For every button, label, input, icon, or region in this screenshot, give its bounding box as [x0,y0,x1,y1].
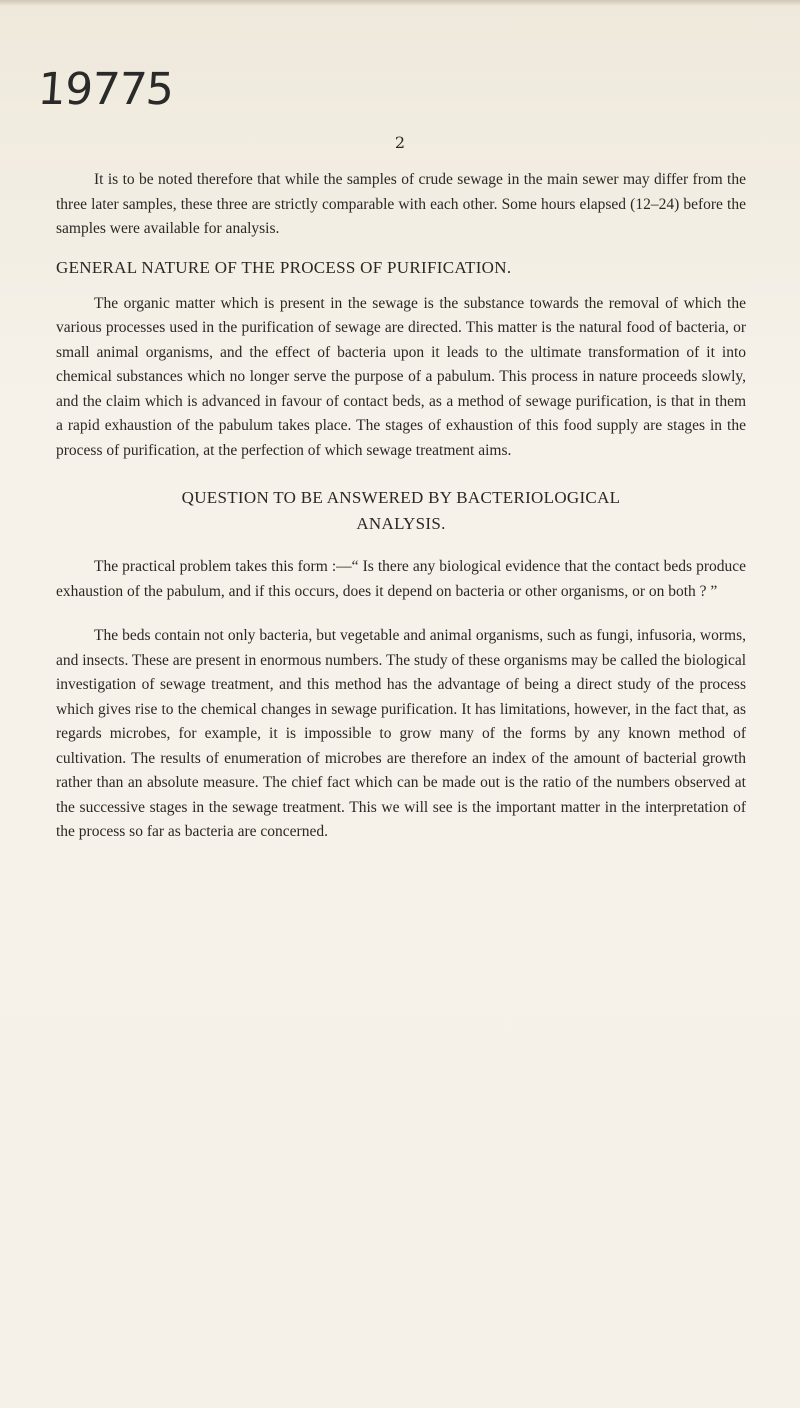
page-edge-shadow [0,0,800,6]
paragraph-general-nature: The organic matter which is present in the sewage is the substance towards the removal of which the various processes used in the purification of sewage are directed. This matter is the natural food of bacteria, or small animal organisms, and the effect of bacteria upon it leads to the ultimate transformation of it into chemical substances which no longer serve the purpose of a pabulum. This process in nature proceeds slowly, and the claim which is advanced in favour of contact beds, as a method of sewage purification, is that in them a rapid exhaustion of the pabulum takes place. The stages of exhaustion of this food supply are stages in the process of purification, at the perfection of which sewage treatment aims. [56,294,746,459]
page-number: 2 [394,133,406,152]
page-body [56,168,746,845]
handwritten-note: 19775 [36,64,175,115]
paragraph-practical-problem: The practical problem takes this form :—“ Is there any biological evidence that the contact beds produce exhaustion of the pabulum, and if this occurs, does it depend on bacteria or other organisms, or on both ? ” [56,558,746,600]
heading-question-line-1: QUESTION TO BE ANSWERED BY BACTERIOLOGICAL [181,488,621,507]
paragraph-samples-note: It is to be noted therefore that while the samples of crude sewage in the main sewer may differ from the three later samples, these three are strictly comparable with each other. Some hours elapsed (12–24) before the samples were available for analysis. [56,171,746,237]
heading-question [56,485,746,537]
paragraph-organisms: The beds contain not only bacteria, but vegetable and animal organisms, such as fungi, infusoria, worms, and insects. These are present in enormous numbers. The study of these organisms may be called the biological investigation of sewage treatment, and this method has the advantage of being a direct study of the process which gives rise to the chemical changes in sewage purification. It has limitations, however, in the fact that, as regards microbes, for example, it is impossible to grow many of the forms by any known method of cultivation. The results of enumeration of microbes are therefore an index of the amount of bacterial growth rather than an absolute measure. The chief fact which can be made out is the ratio of the numbers observed at the successive stages in the sewage treatment. This we will see is the important matter in the interpretation of the process so far as bacteria are concerned. [56,627,747,840]
heading-question-line-2: ANALYSIS. [356,514,446,533]
heading-general-nature: GENERAL NATURE OF THE PROCESS OF PURIFICATION. [56,257,512,277]
